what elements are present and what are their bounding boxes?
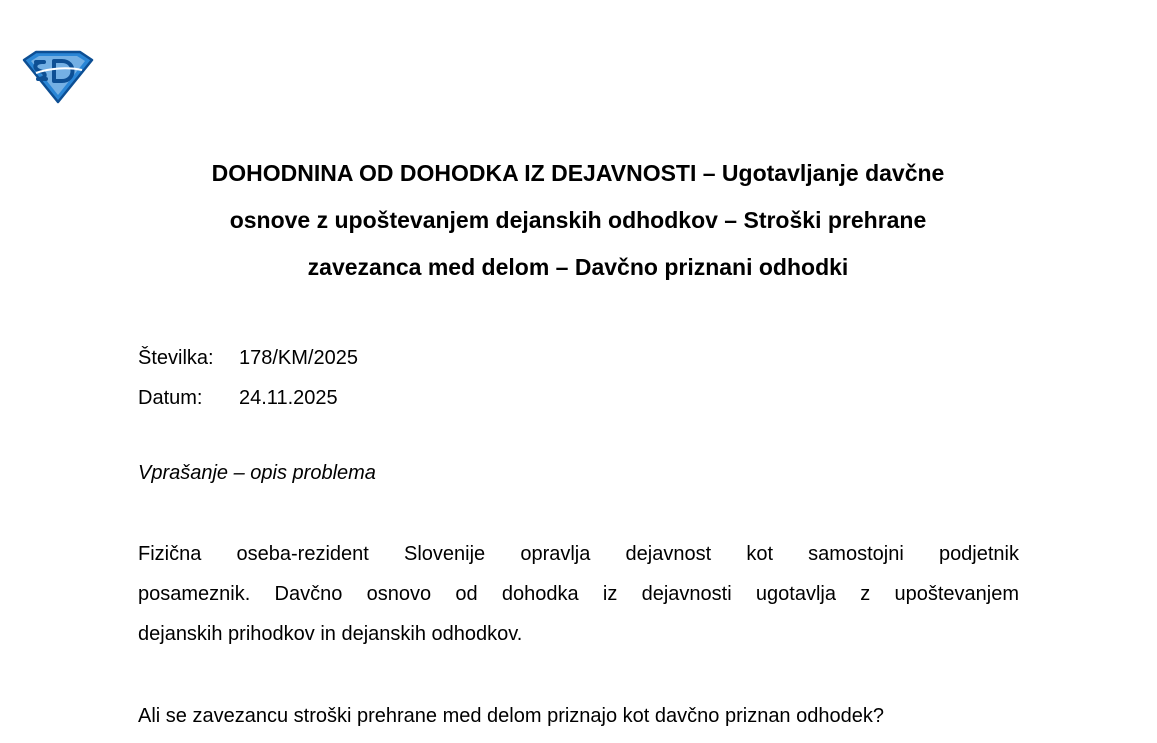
document-title	[128, 150, 1028, 291]
number-value: 178/KM/2025	[239, 347, 358, 369]
paragraph-1-line-1: Fizična oseba-rezident Slovenije opravlja dejavnost kot samostojni podjetnik	[138, 543, 1019, 565]
number-label: Številka:	[138, 347, 214, 369]
section-heading: Vprašanje – opis problema	[138, 462, 376, 484]
date-label: Datum:	[138, 387, 203, 409]
paragraph-1-line-2: posameznik. Davčno osnovo od dohodka iz dejavnosti ugotavlja z upoštevanjem	[138, 583, 1019, 605]
title-line-1: DOHODNINA OD DOHODKA IZ DEJAVNOSTI – Ugotavljanje davčne	[211, 160, 945, 186]
meta-date-row	[138, 378, 358, 418]
sd-shield-logo-icon	[22, 48, 94, 104]
paragraph-2-line-1: Ali se zavezancu stroški prehrane med delom priznajo kot davčno priznan odhodek?	[138, 705, 884, 727]
title-line-2: osnove z upoštevanjem dejanskih odhodkov – Stroški prehrane	[229, 207, 927, 233]
paragraph-1-line-3: dejanskih prihodkov in dejanskih odhodkov.	[138, 623, 523, 645]
paragraph-2	[138, 696, 1019, 736]
meta-number-row	[138, 338, 358, 378]
title-line-3: zavezanca med delom – Davčno priznani odhodki	[307, 254, 849, 280]
document-meta	[138, 338, 358, 418]
date-value: 24.11.2025	[239, 387, 338, 409]
paragraph-1	[138, 534, 1019, 654]
